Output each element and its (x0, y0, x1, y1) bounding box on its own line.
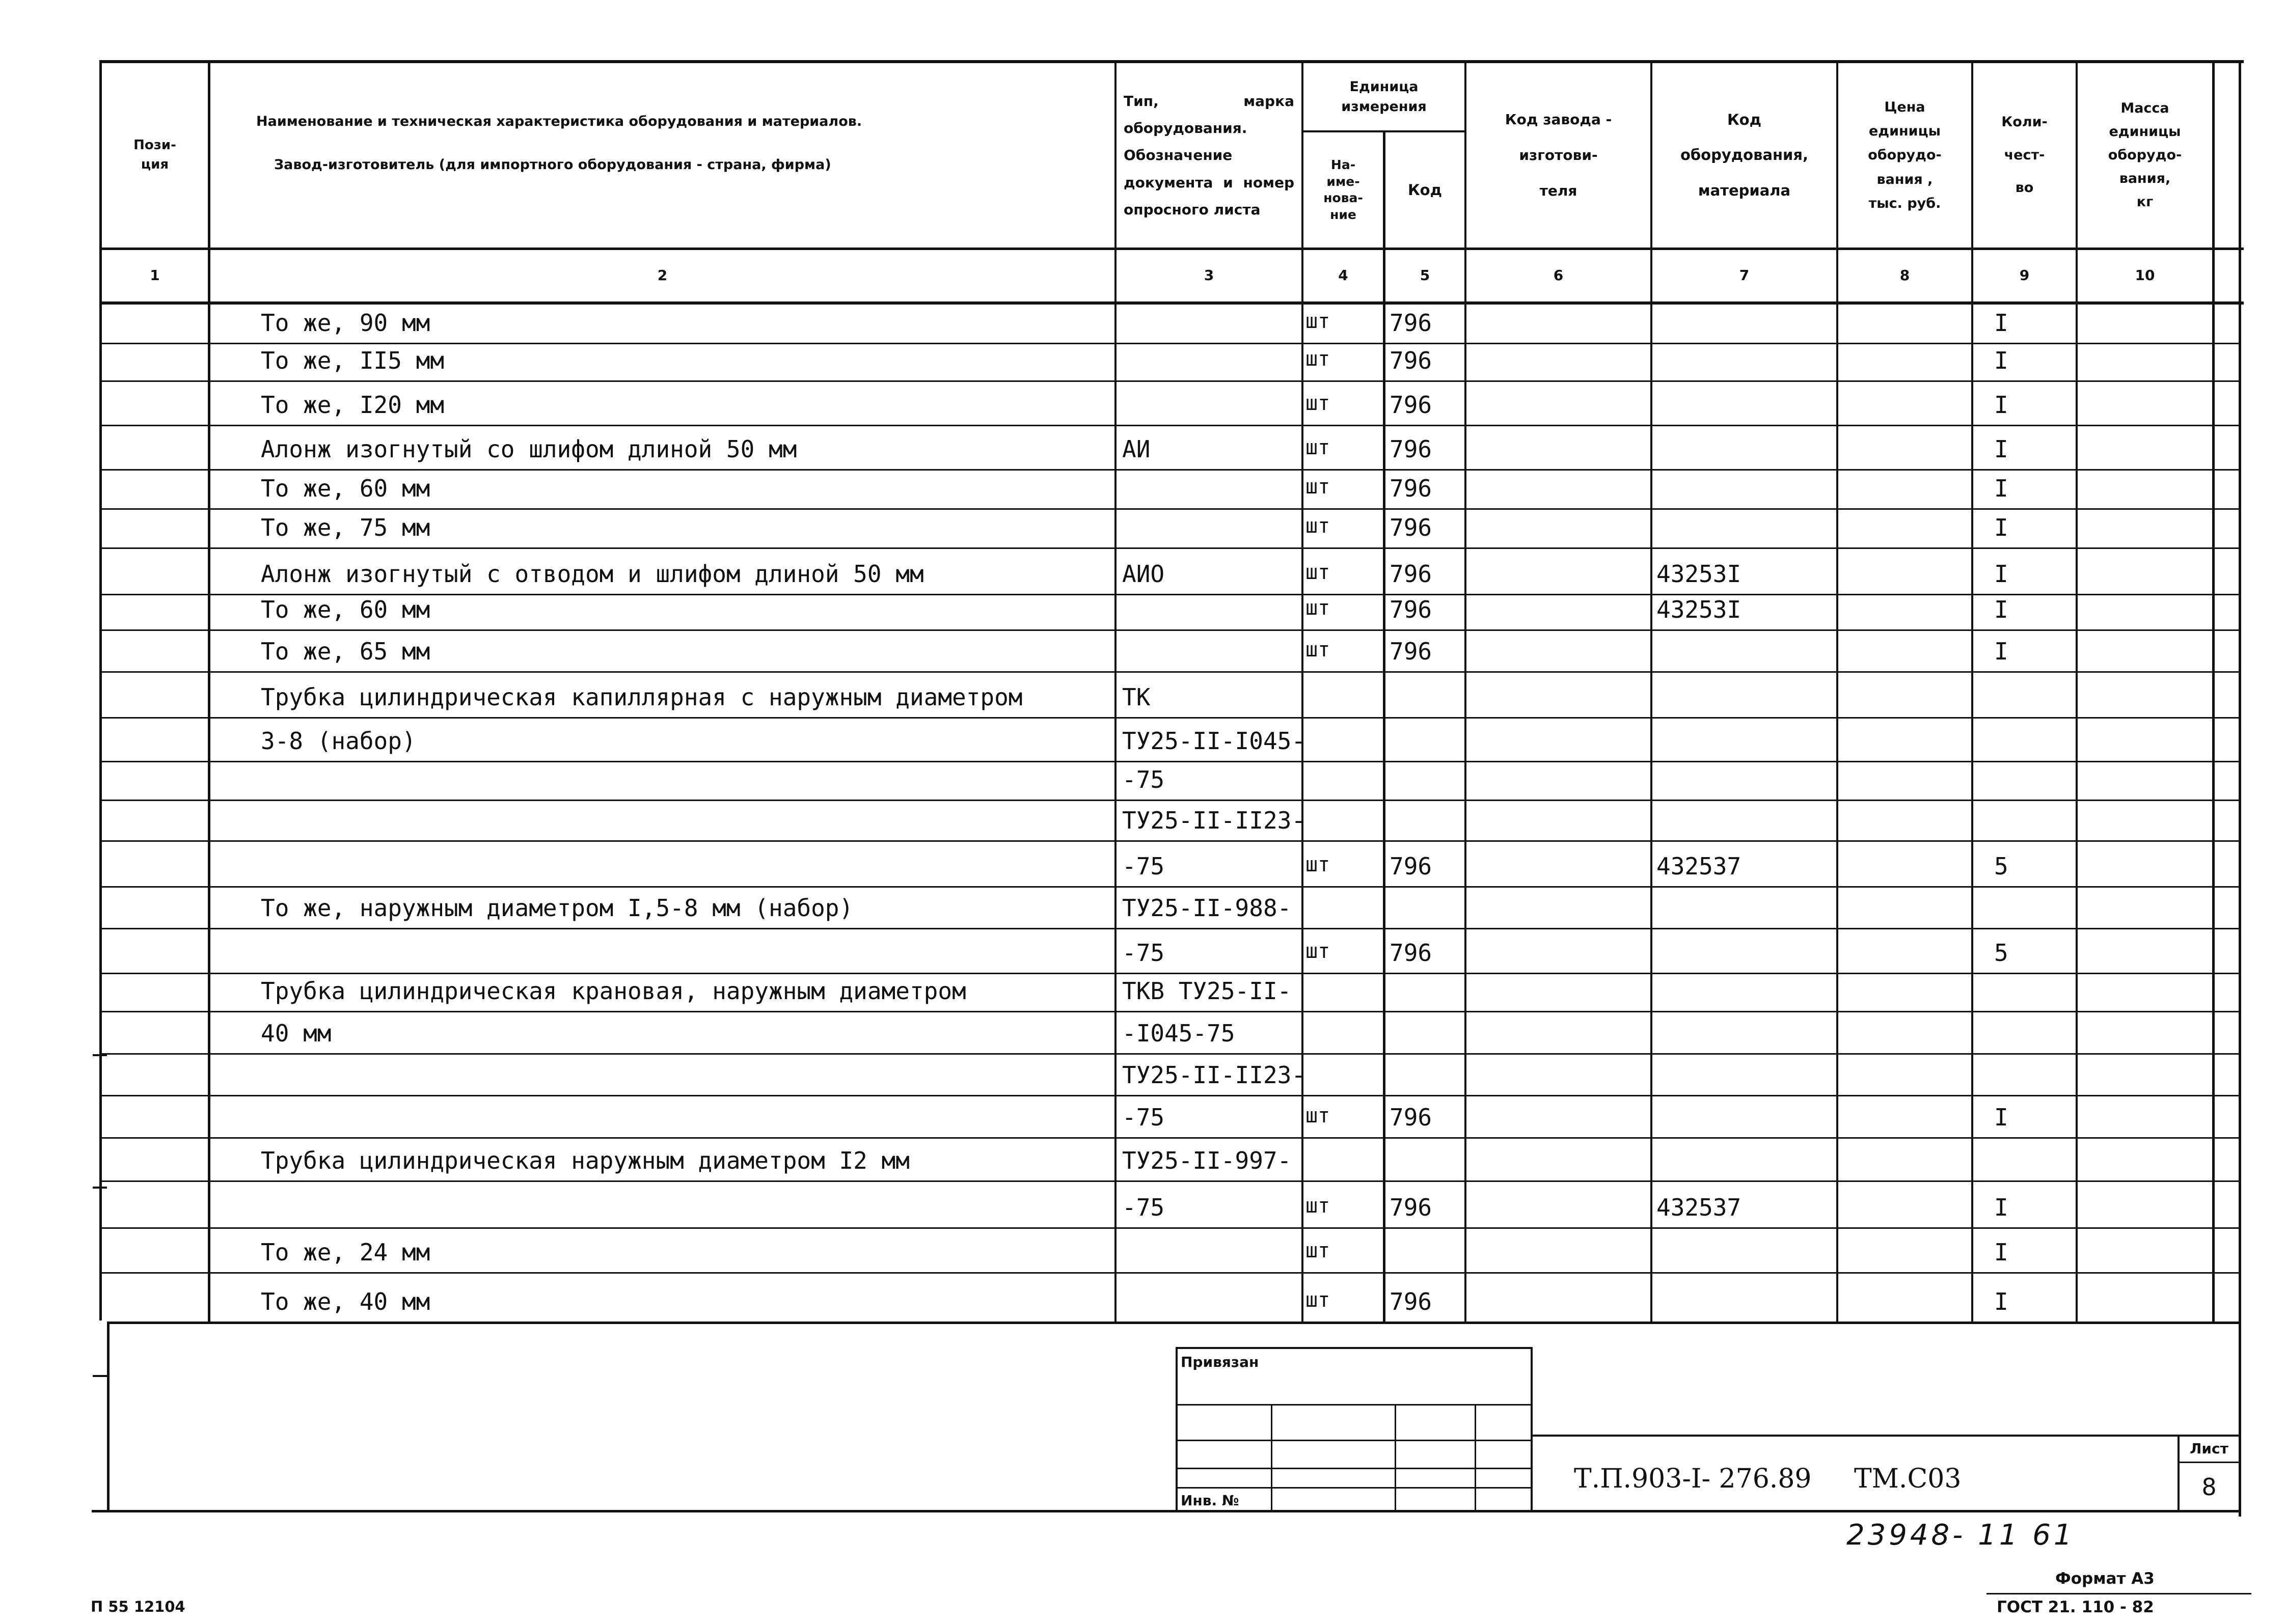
cell-unit: шт (1305, 1104, 1330, 1127)
cell-type: ТУ25-II-997- (1122, 1147, 1292, 1174)
cell-code: 796 (1390, 347, 1432, 374)
cell-unit: шт (1305, 940, 1330, 963)
cell-code: 796 (1390, 638, 1432, 665)
row-divider (102, 671, 2239, 673)
column-number: 5 (1420, 267, 1430, 284)
cell-qty: I (1994, 514, 2008, 541)
row-divider (102, 886, 2239, 888)
handwritten-inventory-number: 23948- 11 61 (1846, 1519, 2075, 1552)
format-label: Формат А3 (2055, 1570, 2155, 1588)
cell-unit: шт (1305, 1288, 1330, 1312)
cell-qty: I (1994, 596, 2008, 623)
cell-unit: шт (1305, 475, 1330, 499)
cell-code: 796 (1390, 596, 1432, 623)
cell-unit: шт (1305, 436, 1330, 459)
row-divider (102, 508, 2239, 510)
cell-code: 796 (1390, 514, 1432, 541)
header-unit-code: Код (1407, 181, 1443, 199)
cell-code: 796 (1390, 852, 1432, 880)
cell-type: АИО (1122, 560, 1165, 588)
cell-code: 796 (1390, 939, 1432, 967)
cell-type: -75 (1122, 1194, 1165, 1221)
sheet-label: Лист (2190, 1440, 2228, 1457)
cell-equip-code: 43253I (1656, 560, 1741, 588)
row-divider (102, 425, 2239, 426)
cell-equip-code: 432537 (1656, 1194, 1741, 1221)
column-number: 4 (1338, 267, 1348, 284)
cell-name: Трубка цилиндрическая наружным диаметром I2 мм (261, 1147, 910, 1174)
header-factory-code: Код завода - изготови- теля (1505, 111, 1612, 199)
document-suffix: ТМ.С03 (1854, 1464, 1962, 1494)
cell-name: То же, I20 мм (261, 391, 445, 419)
cell-code: 796 (1390, 475, 1432, 502)
cell-qty: I (1994, 309, 2008, 337)
cell-qty: I (1994, 1238, 2008, 1266)
cell-type: ТКВ ТУ25-II- (1122, 977, 1292, 1005)
cell-name: Алонж изогнутый с отводом и шлифом длиной 50 мм (261, 560, 924, 588)
cell-code: 796 (1390, 1194, 1432, 1221)
header-mass: Масса единицы оборудо- вания, кг (2108, 100, 2182, 210)
row-divider (102, 928, 2239, 929)
header-name-line2: Завод-изготовитель (для импортного оборудования - страна, фирма) (274, 157, 831, 173)
cell-name: То же, 60 мм (261, 475, 430, 502)
header-name-line1: Наименование и техническая характеристика оборудования и материалов. (256, 114, 862, 129)
cell-unit: шт (1305, 596, 1330, 620)
header-equipment-code: Код оборудования, материала (1680, 111, 1809, 199)
gost-label: ГОСТ 21. 110 - 82 (1997, 1598, 2154, 1616)
print-code: П 55 12104 (91, 1598, 185, 1615)
cell-type: -75 (1122, 852, 1165, 880)
row-divider (102, 800, 2239, 801)
cell-qty: I (1994, 1194, 2008, 1221)
cell-code: 796 (1390, 391, 1432, 419)
cell-name: То же, 40 мм (261, 1288, 430, 1315)
cell-type: ТУ25-II-II23- (1122, 1061, 1306, 1089)
cell-qty: I (1994, 475, 2008, 502)
row-divider (102, 1095, 2239, 1096)
cell-equip-code: 43253I (1656, 596, 1741, 623)
cell-qty: I (1994, 347, 2008, 374)
row-divider (102, 343, 2239, 344)
row-divider (102, 469, 2239, 471)
cell-code: 796 (1390, 560, 1432, 588)
header-quantity: Коли- чест- во (2001, 114, 2048, 196)
cell-name: 40 мм (261, 1020, 332, 1047)
cell-type: -75 (1122, 766, 1165, 793)
column-number: 3 (1204, 267, 1214, 284)
row-divider (102, 717, 2239, 719)
cell-unit: шт (1305, 1194, 1330, 1218)
row-divider (102, 1180, 2239, 1182)
cell-qty: I (1994, 435, 2008, 463)
cell-code: 796 (1390, 1104, 1432, 1131)
cell-code: 796 (1390, 435, 1432, 463)
header-type: Тип, марка оборудования. Обозначение документа и номер опросного листа (1124, 93, 1294, 218)
cell-qty: I (1994, 560, 2008, 588)
cell-qty: 5 (1994, 939, 2008, 967)
cell-unit: шт (1305, 1239, 1330, 1262)
cell-name: То же, наружным диаметром I,5-8 мм (набор) (261, 894, 854, 922)
cell-qty: I (1994, 1104, 2008, 1131)
cell-qty: I (1994, 638, 2008, 665)
row-divider (102, 380, 2239, 382)
cell-type: ТУ25-II-II23- (1122, 807, 1306, 834)
column-number: 9 (2019, 267, 2030, 284)
cell-type: ТУ25-II-I045- (1122, 727, 1306, 755)
stamp-privyazan-label: Привязан (1181, 1354, 1259, 1370)
cell-unit: шт (1305, 638, 1330, 662)
cell-unit: шт (1305, 853, 1330, 876)
cell-name: То же, II5 мм (261, 347, 445, 374)
cell-name: То же, 75 мм (261, 514, 430, 541)
document-code: Т.П.903-I- 276.89 (1574, 1464, 1812, 1494)
column-number: 8 (1899, 267, 1910, 284)
cell-name: То же, 24 мм (261, 1238, 430, 1266)
cell-unit: шт (1305, 514, 1330, 538)
cell-name: Алонж изогнутый со шлифом длиной 50 мм (261, 435, 797, 463)
column-number: 1 (150, 267, 160, 284)
cell-type: АИ (1122, 435, 1151, 463)
header-price: Цена единицы оборудо- вания , тыс. руб. (1868, 99, 1942, 211)
row-divider (102, 594, 2239, 595)
row-divider (102, 1053, 2239, 1055)
cell-type: ТУ25-II-988- (1122, 894, 1292, 922)
column-number: 2 (657, 267, 668, 284)
cell-unit: шт (1305, 561, 1330, 584)
column-number: 6 (1553, 267, 1564, 284)
header-position: Пози- ция (133, 137, 176, 172)
column-number: 10 (2135, 267, 2155, 284)
cell-name: То же, 90 мм (261, 309, 430, 337)
row-divider (102, 1227, 2239, 1229)
stamp-inv-label: Инв. № (1181, 1492, 1239, 1509)
cell-name: Трубка цилиндрическая капиллярная с наружным диаметром (261, 683, 1023, 711)
cell-name: То же, 60 мм (261, 596, 430, 623)
cell-type: -75 (1122, 1104, 1165, 1131)
row-divider (102, 973, 2239, 974)
row-divider (102, 547, 2239, 549)
row-divider (102, 1272, 2239, 1274)
cell-type: -75 (1122, 939, 1165, 967)
header-unit-group: Единица измерения (1341, 78, 1427, 115)
cell-qty: 5 (1994, 852, 2008, 880)
cell-unit: шт (1305, 392, 1330, 415)
sheet-number: 8 (2201, 1473, 2217, 1501)
cell-qty: I (1994, 391, 2008, 419)
header-name (210, 63, 1114, 247)
header-unit-name: На- име- нова- ние (1323, 157, 1363, 222)
row-divider (102, 629, 2239, 631)
cell-type: ТК (1122, 683, 1151, 711)
column-number: 7 (1739, 267, 1750, 284)
row-divider (102, 761, 2239, 762)
row-divider (102, 1137, 2239, 1139)
cell-name: 3-8 (набор) (261, 727, 416, 755)
cell-code: 796 (1390, 1288, 1432, 1315)
cell-qty: I (1994, 1288, 2008, 1315)
cell-equip-code: 432537 (1656, 852, 1741, 880)
row-divider (102, 840, 2239, 842)
cell-name: Трубка цилиндрическая крановая, наружным диаметром (261, 977, 966, 1005)
cell-name: То же, 65 мм (261, 638, 430, 665)
cell-unit: шт (1305, 310, 1330, 333)
cell-code: 796 (1390, 309, 1432, 337)
cell-type: -I045-75 (1122, 1020, 1235, 1047)
cell-unit: шт (1305, 347, 1330, 371)
row-divider (102, 1011, 2239, 1012)
